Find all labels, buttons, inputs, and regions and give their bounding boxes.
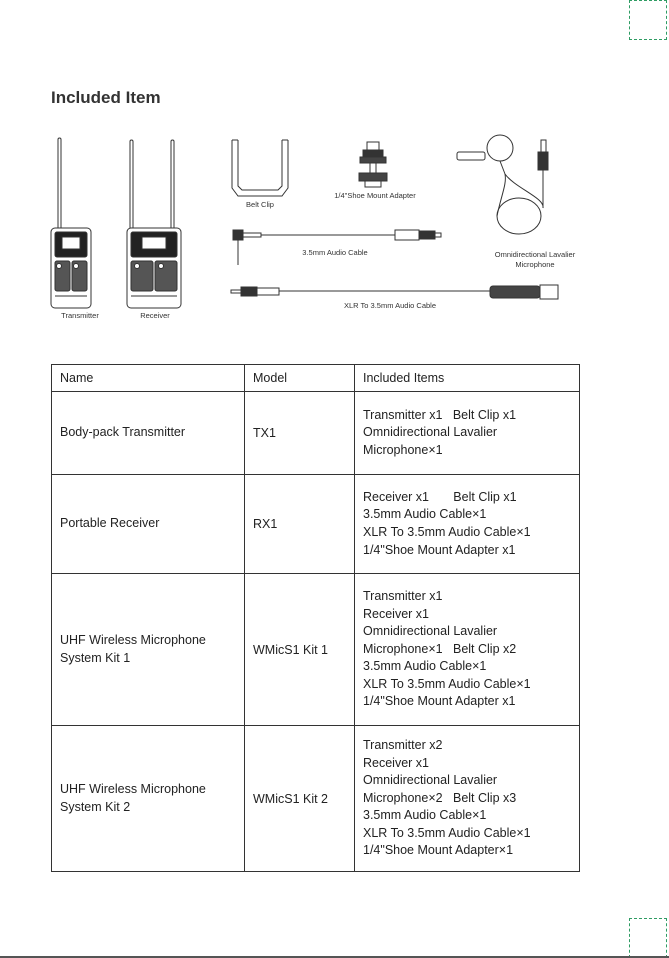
cell-model: TX1: [245, 392, 355, 475]
caption-receiver: Receiver: [140, 311, 170, 320]
table-row: [52, 574, 580, 726]
cell-name: UHF Wireless Microphone System Kit 1: [52, 574, 245, 726]
cell-included-items: Transmitter x2 Receiver x1 Omnidirectional Lavalier Microphone×2 Belt Clip x3 3.5mm Audio Cable×1 XLR To 3.5mm Audio Cable×1 1/4"Shoe Mount Adapter×1: [355, 726, 580, 872]
belt-clip-drawing: [232, 140, 288, 196]
cell-included-items: Transmitter x1 Receiver x1 Omnidirectional Lavalier Microphone×1 Belt Clip x2 3.5mm Audio Cable×1 XLR To 3.5mm Audio Cable×1 1/4"Shoe Mount Adapter x1: [355, 574, 580, 726]
cell-name: Portable Receiver: [52, 475, 245, 574]
table-row: [52, 392, 580, 475]
header-included-items: Included Items: [355, 365, 580, 392]
table-row: [52, 726, 580, 872]
table-row: [52, 475, 580, 574]
caption-shoe-mount: 1/4"Shoe Mount Adapter: [334, 191, 416, 200]
table-header-row: [52, 365, 580, 392]
cell-model: WMicS1 Kit 2: [245, 726, 355, 872]
cell-included-items: Transmitter x1 Belt Clip x1 Omnidirectional Lavalier Microphone×1: [355, 392, 580, 475]
corner-crop-mark-top: [629, 0, 667, 40]
lavalier-drawing: [457, 135, 548, 234]
cell-included-items: Receiver x1 Belt Clip x1 3.5mm Audio Cable×1 XLR To 3.5mm Audio Cable×1 1/4"Shoe Mount Adapter x1: [355, 475, 580, 574]
transmitter-drawing: [51, 138, 91, 308]
caption-xlr-cable: XLR To 3.5mm Audio Cable: [344, 301, 436, 310]
xlr-cable-drawing: [231, 285, 558, 299]
included-items-table: [51, 364, 580, 872]
section-heading: Included Item: [51, 88, 161, 107]
caption-belt-clip: Belt Clip: [246, 200, 274, 209]
caption-audio-cable: 3.5mm Audio Cable: [302, 248, 368, 257]
caption-transmitter: Transmitter: [61, 311, 99, 320]
shoe-mount-drawing: [359, 142, 387, 187]
header-name: Name: [52, 365, 245, 392]
cell-name: Body-pack Transmitter: [52, 392, 245, 475]
included-items-illustration: [45, 128, 605, 328]
cell-name: UHF Wireless Microphone System Kit 2: [52, 726, 245, 872]
cell-model: RX1: [245, 475, 355, 574]
caption-lavalier-line2: Microphone: [515, 260, 555, 269]
corner-crop-mark-bottom: [629, 918, 667, 958]
caption-lavalier-line1: Omnidirectional Lavalier: [494, 250, 576, 259]
cell-model: WMicS1 Kit 1: [245, 574, 355, 726]
header-model: Model: [245, 365, 355, 392]
receiver-drawing: [127, 140, 181, 308]
